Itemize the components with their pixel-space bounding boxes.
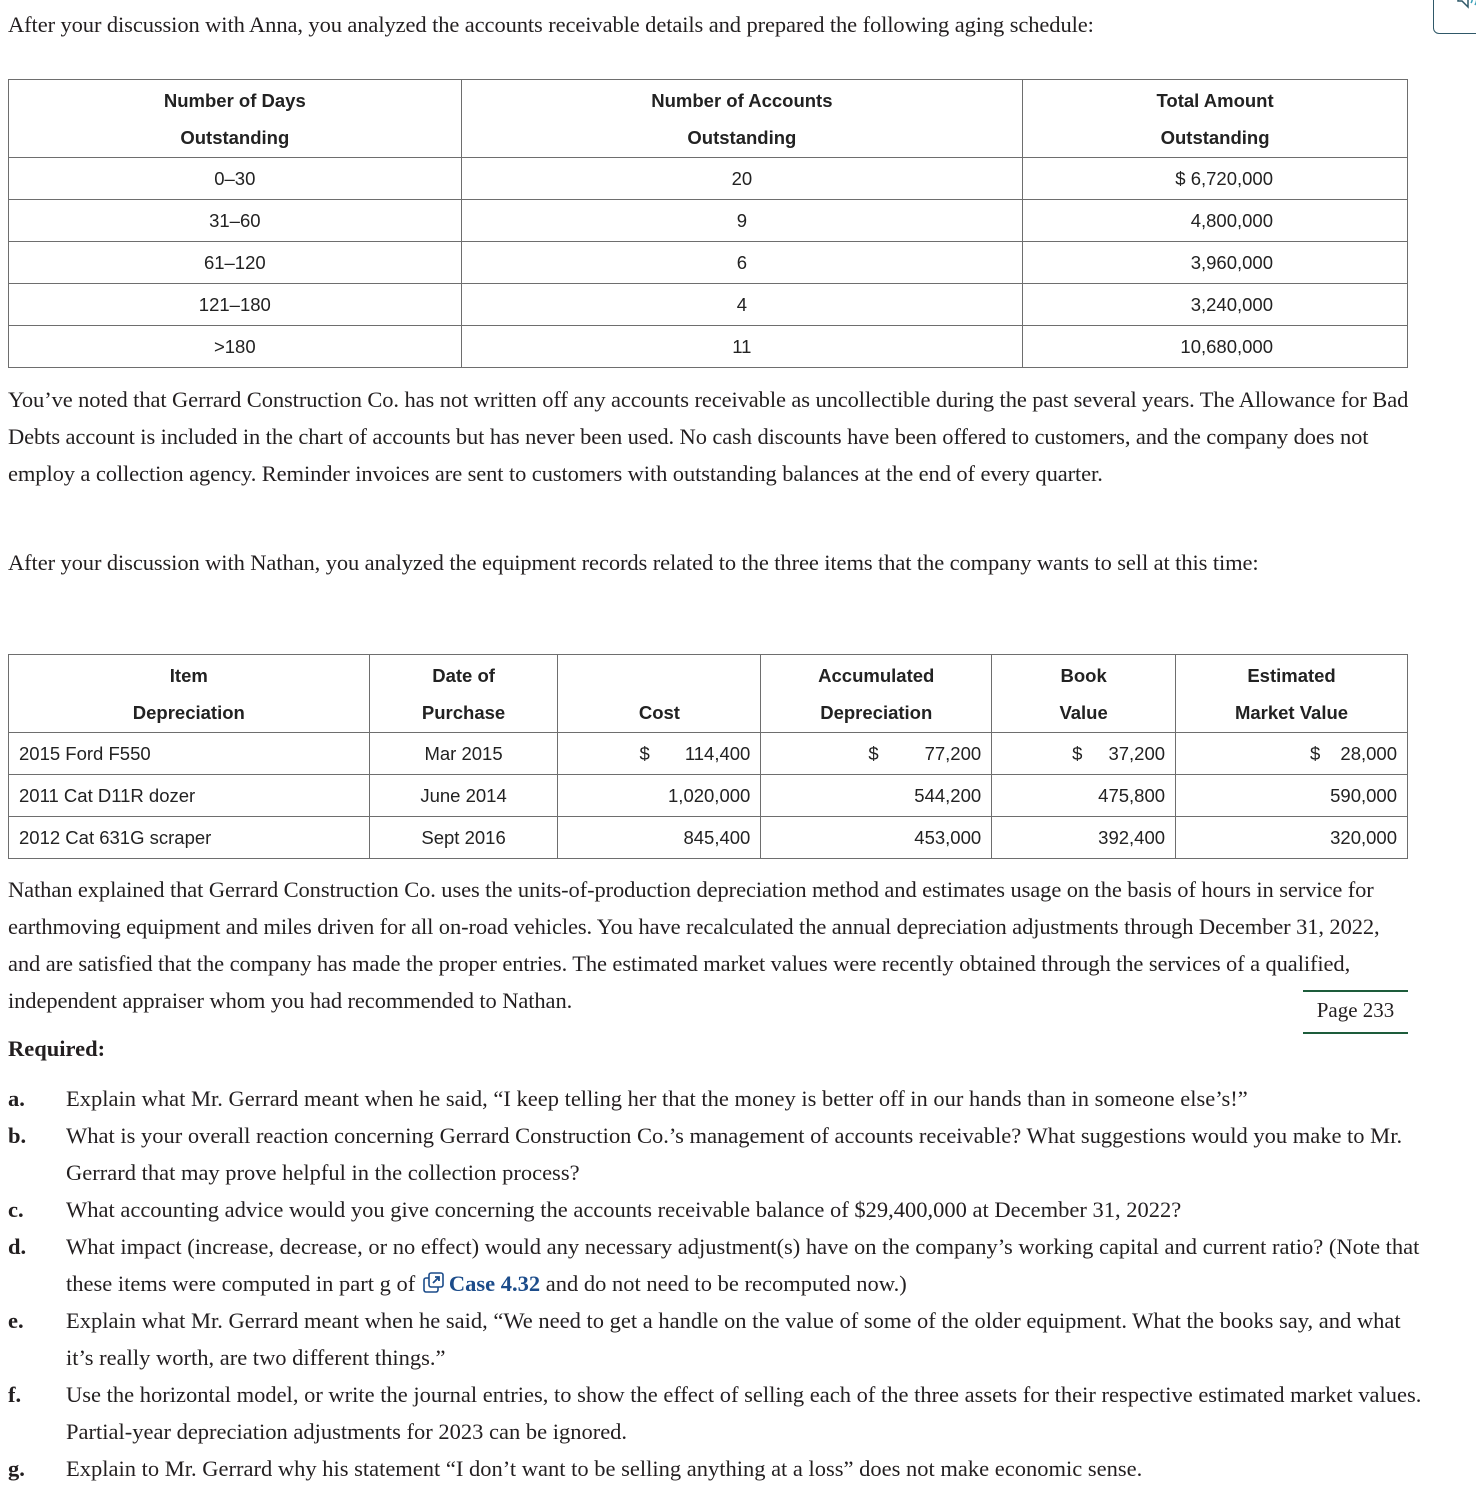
book-cell: 475,800 bbox=[992, 775, 1176, 817]
question-g bbox=[8, 1450, 1428, 1487]
days-cell: 121–180 bbox=[9, 284, 462, 326]
market-value: 28,000 bbox=[1340, 742, 1397, 764]
table-row bbox=[9, 817, 1408, 859]
equipment-table bbox=[8, 654, 1408, 859]
accum-value: 77,200 bbox=[924, 742, 982, 764]
days-cell: 31–60 bbox=[9, 200, 462, 242]
table-row bbox=[9, 775, 1408, 817]
header-cost: Cost bbox=[558, 655, 761, 733]
market-cell: 590,000 bbox=[1176, 775, 1408, 817]
date-cell: Sept 2016 bbox=[369, 817, 558, 859]
question-letter: f. bbox=[8, 1382, 22, 1407]
question-e bbox=[8, 1302, 1428, 1376]
receivables-notes-paragraph: You’ve noted that Gerrard Construction Co. has not written off any accounts receivable as uncollectible during the past several years. The Allowance for Bad Debts account is included in the chart of accounts but has never been used. No cash discounts have been offered to customers, and the company does not employ a collection agency. Reminder invoices are sent to customers with outstanding balances at the end of every quarter. bbox=[8, 387, 1409, 486]
book-cell: 392,400 bbox=[992, 817, 1176, 859]
required-heading: Required: bbox=[8, 1036, 106, 1061]
equipment-header-row bbox=[9, 655, 1408, 733]
question-b bbox=[8, 1117, 1428, 1191]
header-date-of-purchase: Date of Purchase bbox=[369, 655, 558, 733]
aging-header-row bbox=[9, 80, 1408, 158]
accounts-cell: 4 bbox=[461, 284, 1023, 326]
header-accumulated-depreciation: Accumulated Depreciation bbox=[761, 655, 992, 733]
accum-cell: 544,200 bbox=[761, 775, 992, 817]
question-text: Explain what Mr. Gerrard meant when he said, “We need to get a handle on the value of some of the older equipment. What the books say, and what it’s really worth, are two different things.” bbox=[66, 1308, 1401, 1370]
question-text: Use the horizontal model, or write the journal entries, to show the effect of selling each of the three assets for their respective estimated market values. Partial-year depreciation adjustments for 2023 can be ignored. bbox=[66, 1382, 1422, 1444]
cost-cell bbox=[558, 733, 761, 775]
question-text: What accounting advice would you give concerning the accounts receivable balance of $29,400,000 at December 31, 2022? bbox=[66, 1197, 1182, 1222]
days-cell: >180 bbox=[9, 326, 462, 368]
amount-cell: 3,960,000 bbox=[1023, 242, 1408, 284]
currency-symbol: $ bbox=[639, 742, 650, 764]
table-row bbox=[9, 326, 1408, 368]
date-cell: June 2014 bbox=[369, 775, 558, 817]
required-questions-list bbox=[8, 1080, 1428, 1487]
question-a bbox=[8, 1080, 1428, 1117]
question-letter: b. bbox=[8, 1123, 27, 1148]
days-cell: 61–120 bbox=[9, 242, 462, 284]
item-cell: 2015 Ford F550 bbox=[9, 733, 370, 775]
accum-cell: 453,000 bbox=[761, 817, 992, 859]
question-text: Explain to Mr. Gerrard why his statement “I don’t want to be selling anything at a loss” does not make economic sense. bbox=[66, 1456, 1143, 1481]
book-cell bbox=[992, 733, 1176, 775]
amount-cell: 4,800,000 bbox=[1023, 200, 1408, 242]
item-cell: 2012 Cat 631G scraper bbox=[9, 817, 370, 859]
table-row bbox=[9, 200, 1408, 242]
page-number-marker: Page 233 bbox=[1303, 990, 1408, 1034]
header-market-value: Estimated Market Value bbox=[1176, 655, 1408, 733]
question-text: Explain what Mr. Gerrard meant when he said, “I keep telling her that the money is better off in our hands than in someone else’s!” bbox=[66, 1086, 1248, 1111]
date-cell: Mar 2015 bbox=[369, 733, 558, 775]
table-row bbox=[9, 733, 1408, 775]
question-text: What impact (increase, decrease, or no effect) would any necessary adjustment(s) have on the company’s working capital and current ratio? (Note that these items were computed in part g of bbox=[66, 1234, 1420, 1296]
accounts-cell: 11 bbox=[461, 326, 1023, 368]
aging-schedule-table bbox=[8, 79, 1408, 368]
accum-cell bbox=[761, 733, 992, 775]
speaker-icon bbox=[1456, 0, 1476, 11]
table-row bbox=[9, 284, 1408, 326]
depreciation-method-paragraph: Nathan explained that Gerrard Construction Co. uses the units-of-production depreciation method and estimates usage on the basis of hours in service for earthmoving equipment and miles driven for all on-road vehicles. You have recalculated the annual depreciation adjustments through December 31, 2022, and are satisfied that the company has made the proper entries. The estimated market values were recently obtained through the services of a qualified, independent appraiser whom you had recommended to Nathan. bbox=[8, 877, 1380, 1013]
external-link-icon bbox=[423, 1272, 445, 1294]
question-text-continued: and do not need to be recomputed now.) bbox=[540, 1271, 907, 1296]
accounts-cell: 6 bbox=[461, 242, 1023, 284]
accounts-cell: 20 bbox=[461, 158, 1023, 200]
header-book-value: Book Value bbox=[992, 655, 1176, 733]
header-item: Item Depreciation bbox=[9, 655, 370, 733]
cost-cell: 845,400 bbox=[558, 817, 761, 859]
currency-symbol: $ bbox=[1310, 742, 1321, 764]
cost-value: 114,400 bbox=[684, 742, 751, 764]
question-f bbox=[8, 1376, 1428, 1450]
equipment-intro-text: After your discussion with Nathan, you analyzed the equipment records related to the three items that the company wants to sell at this time: bbox=[8, 550, 1259, 575]
read-aloud-button[interactable] bbox=[1433, 0, 1476, 34]
case-4-32-link[interactable]: Case 4.32 bbox=[448, 1271, 541, 1296]
header-accounts-outstanding: Number of Accounts Outstanding bbox=[461, 80, 1023, 158]
question-letter: c. bbox=[8, 1197, 24, 1222]
amount-cell: 10,680,000 bbox=[1023, 326, 1408, 368]
question-d bbox=[8, 1228, 1428, 1302]
currency-symbol: $ bbox=[868, 742, 879, 764]
market-cell: 320,000 bbox=[1176, 817, 1408, 859]
amount-cell: $ 6,720,000 bbox=[1023, 158, 1408, 200]
cost-cell: 1,020,000 bbox=[558, 775, 761, 817]
table-row bbox=[9, 242, 1408, 284]
question-letter: g. bbox=[8, 1456, 25, 1481]
table-row bbox=[9, 158, 1408, 200]
question-letter: a. bbox=[8, 1086, 25, 1111]
question-letter: d. bbox=[8, 1234, 27, 1259]
book-value: 37,200 bbox=[1108, 742, 1166, 764]
question-letter: e. bbox=[8, 1308, 24, 1333]
question-c bbox=[8, 1191, 1428, 1228]
days-cell: 0–30 bbox=[9, 158, 462, 200]
amount-cell: 3,240,000 bbox=[1023, 284, 1408, 326]
header-days-outstanding: Number of Days Outstanding bbox=[9, 80, 462, 158]
header-amount-outstanding: Total Amount Outstanding bbox=[1023, 80, 1408, 158]
currency-symbol: $ bbox=[1072, 742, 1083, 764]
aging-intro-text: After your discussion with Anna, you analyzed the accounts receivable details and prepared the following aging schedule: bbox=[8, 12, 1094, 37]
accounts-cell: 9 bbox=[461, 200, 1023, 242]
market-cell bbox=[1176, 733, 1408, 775]
question-text: What is your overall reaction concerning Gerrard Construction Co.’s management of accounts receivable? What suggestions would you make to Mr. Gerrard that may prove helpful in the collection process? bbox=[66, 1123, 1403, 1185]
item-cell: 2011 Cat D11R dozer bbox=[9, 775, 370, 817]
